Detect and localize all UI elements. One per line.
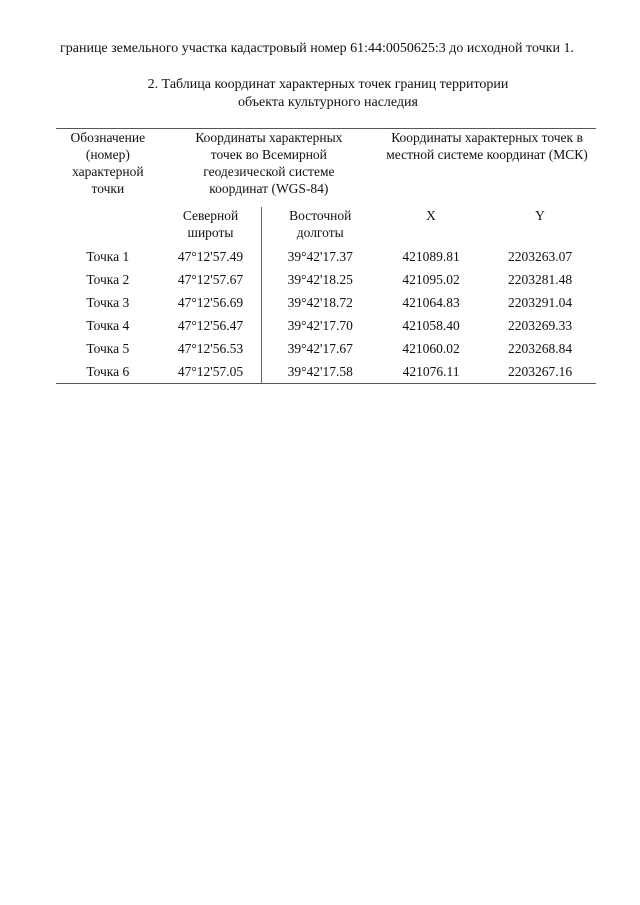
cell-lat: 47°12'57.67 — [177, 272, 244, 287]
cell-lat: 47°12'57.05 — [177, 364, 244, 379]
cell-lat: 47°12'56.69 — [177, 295, 244, 310]
cell-y: 2203281.48 — [507, 272, 573, 287]
cell-lat: 47°12'56.53 — [177, 341, 244, 356]
header-wgs-text: Координаты характерных точек во Всемирной геодезической системе координат (WGS-84) — [195, 130, 343, 196]
table-row — [56, 360, 596, 384]
cell-point-name: Точка 2 — [86, 272, 130, 287]
table-row — [56, 337, 596, 360]
cell-lon: 39°42'18.72 — [262, 291, 378, 314]
cell-point-name: Точка 5 — [86, 341, 130, 356]
cell-y: 2203291.04 — [507, 295, 573, 310]
header-lat — [160, 207, 262, 245]
cell-lon: 39°42'17.37 — [262, 245, 378, 268]
header-row-main — [56, 129, 596, 208]
coordinates-table — [56, 128, 596, 384]
header-lon-text: Восточной долготы — [289, 208, 352, 240]
cell-x: 421076.11 — [402, 364, 460, 379]
cell-point-name: Точка 6 — [86, 364, 130, 379]
cell-point-name: Точка 3 — [86, 295, 130, 310]
table-row — [56, 291, 596, 314]
table-row — [56, 314, 596, 337]
header-designation: Обозначение (номер) характерной точки — [70, 130, 146, 196]
cell-lon: 39°42'17.58 — [262, 360, 378, 384]
table-body — [56, 245, 596, 384]
table-heading — [60, 76, 596, 112]
header-empty — [56, 207, 160, 245]
cell-y: 2203269.33 — [507, 318, 573, 333]
document-page — [60, 40, 596, 384]
cell-x: 421064.83 — [402, 295, 460, 310]
cell-y: 2203267.16 — [507, 364, 573, 379]
cell-x: 421095.02 — [402, 272, 460, 287]
cell-x: 421089.81 — [402, 249, 460, 264]
table-heading-line-1: 2. Таблица координат характерных точек границ территории — [147, 77, 509, 92]
header-row-sub — [56, 207, 596, 245]
header-msk — [378, 129, 596, 208]
header-lon — [262, 207, 378, 245]
cell-y: 2203263.07 — [507, 249, 573, 264]
table-heading-line-2: объекта культурного наследия — [238, 95, 418, 110]
table-row — [56, 268, 596, 291]
cell-lat: 47°12'57.49 — [177, 249, 244, 264]
header-x: X — [426, 208, 436, 223]
header-wgs — [160, 129, 378, 208]
header-y: Y — [535, 208, 545, 223]
cell-lon: 39°42'17.67 — [262, 337, 378, 360]
table-row — [56, 245, 596, 268]
cell-point-name: Точка 1 — [86, 249, 130, 264]
header-msk-text: Координаты характерных точек в местной системе координат (МСК) — [386, 130, 588, 162]
cell-lat: 47°12'56.47 — [177, 318, 244, 333]
cell-lon: 39°42'17.70 — [262, 314, 378, 337]
cell-y: 2203268.84 — [507, 341, 573, 356]
intro-paragraph: границе земельного участка кадастровый номер 61:44:0050625:3 до исходной точки 1. — [60, 41, 574, 56]
cell-x: 421058.40 — [402, 318, 460, 333]
cell-lon: 39°42'18.25 — [262, 268, 378, 291]
cell-point-name: Точка 4 — [86, 318, 130, 333]
header-lat-text: Северной широты — [182, 208, 239, 240]
cell-x: 421060.02 — [402, 341, 460, 356]
